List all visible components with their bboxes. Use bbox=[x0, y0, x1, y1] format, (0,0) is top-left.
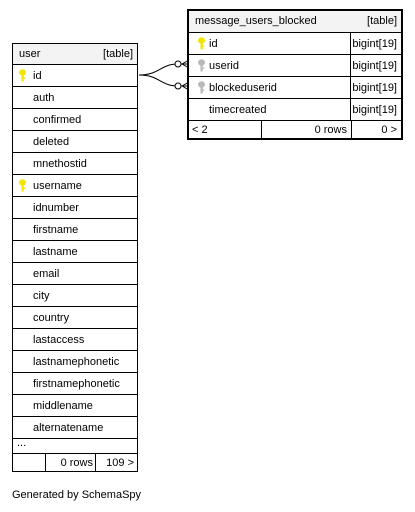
table-header bbox=[13, 44, 137, 65]
column-name: userid bbox=[209, 60, 239, 72]
column-row[interactable] bbox=[189, 55, 401, 77]
footer-children-cell[interactable] bbox=[350, 121, 401, 138]
foreign-key-icon bbox=[197, 81, 206, 94]
user-table[interactable] bbox=[12, 43, 138, 472]
column-type: bigint[19] bbox=[352, 38, 397, 50]
footer-children: 109 > bbox=[106, 457, 134, 469]
column-name: firstname bbox=[33, 224, 79, 236]
column-name: id bbox=[33, 70, 42, 82]
table-name: user bbox=[19, 48, 41, 60]
table-header bbox=[189, 11, 401, 33]
column-name: lastnamephonetic bbox=[33, 356, 120, 368]
column-row[interactable] bbox=[13, 87, 137, 109]
footer-rows-cell bbox=[45, 454, 96, 471]
primary-key-icon bbox=[18, 179, 27, 192]
foreign-key-icon bbox=[197, 59, 206, 72]
column-row[interactable] bbox=[13, 175, 137, 197]
column-type-cell bbox=[350, 33, 401, 54]
footer-row-count: 0 rows bbox=[314, 124, 347, 136]
column-type-cell bbox=[350, 55, 401, 76]
footer-parents-cell[interactable] bbox=[13, 454, 45, 471]
table-footer bbox=[189, 121, 401, 138]
edge-blockeduserid-optional-marker bbox=[175, 83, 181, 89]
column-row[interactable] bbox=[13, 351, 137, 373]
footer-children: 0 > bbox=[381, 124, 397, 136]
column-row[interactable] bbox=[189, 99, 401, 121]
column-name: mnethostid bbox=[33, 158, 87, 170]
column-row[interactable] bbox=[13, 263, 137, 285]
ellipsis-text: ... bbox=[17, 437, 27, 449]
column-name: alternatename bbox=[33, 422, 104, 434]
column-row[interactable] bbox=[13, 65, 137, 87]
message-users-blocked-table[interactable] bbox=[187, 9, 403, 140]
column-name: city bbox=[33, 290, 50, 302]
column-name: idnumber bbox=[33, 202, 79, 214]
footer-children-cell[interactable] bbox=[94, 454, 137, 471]
table-name: message_users_blocked bbox=[195, 15, 317, 27]
column-row[interactable] bbox=[13, 373, 137, 395]
edge-userid-line bbox=[139, 64, 189, 75]
column-type: bigint[19] bbox=[352, 60, 397, 72]
column-row[interactable] bbox=[13, 153, 137, 175]
column-row[interactable] bbox=[13, 417, 137, 439]
footer-row-count: 0 rows bbox=[60, 457, 93, 469]
footer-parents: < 2 bbox=[192, 124, 208, 136]
column-name: middlename bbox=[33, 400, 93, 412]
column-row[interactable] bbox=[13, 219, 137, 241]
column-name: confirmed bbox=[33, 114, 82, 126]
edge-userid-optional-marker bbox=[175, 61, 181, 67]
generated-by-label: Generated by SchemaSpy bbox=[12, 489, 142, 501]
edge-blockeduserid-line bbox=[139, 75, 189, 86]
column-name: lastaccess bbox=[33, 334, 85, 346]
table-kind: [table] bbox=[103, 48, 133, 60]
column-type-cell bbox=[350, 77, 401, 98]
column-row[interactable] bbox=[189, 77, 401, 99]
column-name: country bbox=[33, 312, 70, 324]
column-row[interactable] bbox=[13, 307, 137, 329]
column-name: email bbox=[33, 268, 60, 280]
column-row[interactable] bbox=[189, 33, 401, 55]
more-columns-indicator bbox=[13, 439, 137, 454]
column-name: lastname bbox=[33, 246, 78, 258]
column-name: deleted bbox=[33, 136, 70, 148]
column-name: firstnamephonetic bbox=[33, 378, 120, 390]
primary-key-icon bbox=[18, 69, 27, 82]
footer-parents-cell[interactable] bbox=[189, 121, 261, 138]
table-footer bbox=[13, 454, 137, 471]
column-type-cell bbox=[350, 99, 401, 120]
column-name: username bbox=[33, 180, 82, 192]
column-name: timecreated bbox=[209, 104, 267, 116]
primary-key-icon bbox=[197, 37, 206, 50]
column-name: blockeduserid bbox=[209, 82, 277, 94]
column-type: bigint[19] bbox=[352, 82, 397, 94]
column-type: bigint[19] bbox=[352, 104, 397, 116]
column-row[interactable] bbox=[13, 241, 137, 263]
column-row[interactable] bbox=[13, 329, 137, 351]
column-row[interactable] bbox=[13, 131, 137, 153]
column-name: auth bbox=[33, 92, 55, 104]
column-row[interactable] bbox=[13, 197, 137, 219]
column-row[interactable] bbox=[13, 109, 137, 131]
column-row[interactable] bbox=[13, 395, 137, 417]
table-kind: [table] bbox=[367, 15, 397, 27]
column-name: id bbox=[209, 38, 218, 50]
column-row[interactable] bbox=[13, 285, 137, 307]
footer-rows-cell bbox=[261, 121, 352, 138]
